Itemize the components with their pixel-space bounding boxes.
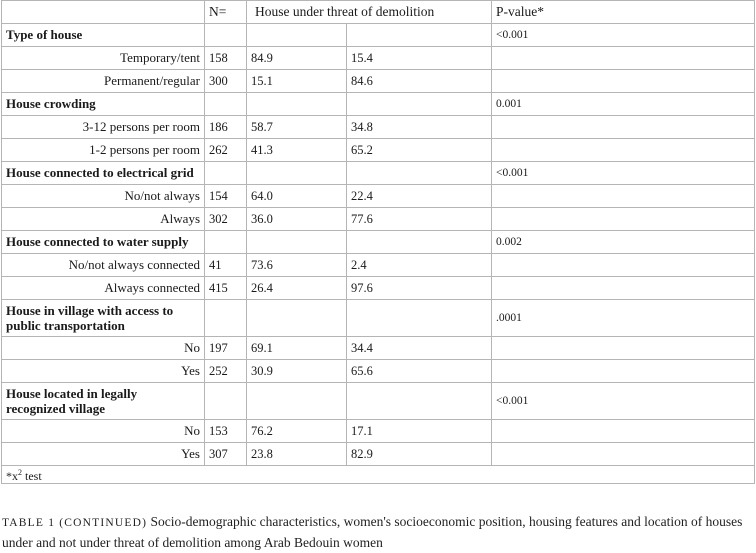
row-label: Permanent/regular xyxy=(2,70,205,93)
p-value: .0001 xyxy=(492,300,755,337)
n-cell: 186 xyxy=(205,116,247,139)
caption-label: TABLE 1 (CONTINUED) xyxy=(2,517,148,529)
p-value: <0.001 xyxy=(492,24,755,47)
section-title: House located in legally recognized village xyxy=(2,383,205,420)
no-threat-cell: 97.6 xyxy=(347,277,492,300)
section-title: House in village with access to public transportation xyxy=(2,300,205,337)
section-title: House connected to water supply xyxy=(2,231,205,254)
section-row xyxy=(2,231,755,254)
threat-cell: 84.9 xyxy=(247,47,347,70)
table-row xyxy=(2,360,755,383)
row-label: Temporary/tent xyxy=(2,47,205,70)
section-row xyxy=(2,383,755,420)
table-row xyxy=(2,254,755,277)
header-blank xyxy=(2,1,205,24)
threat-cell: 64.0 xyxy=(247,185,347,208)
n-cell: 158 xyxy=(205,47,247,70)
threat-cell: 73.6 xyxy=(247,254,347,277)
table-row xyxy=(2,47,755,70)
n-cell: 302 xyxy=(205,208,247,231)
table-row xyxy=(2,185,755,208)
table-row xyxy=(2,116,755,139)
row-label: No xyxy=(2,420,205,443)
n-cell: 415 xyxy=(205,277,247,300)
section-row xyxy=(2,300,755,337)
threat-cell: 58.7 xyxy=(247,116,347,139)
p-value: 0.001 xyxy=(492,93,755,116)
row-label: 1-2 persons per room xyxy=(2,139,205,162)
n-cell: 153 xyxy=(205,420,247,443)
table-row xyxy=(2,70,755,93)
table-caption xyxy=(2,512,752,553)
caption-text: Socio-demographic characteristics, women's socioeconomic position, housing features and location of houses under and not under threat of demolition among Arab Bedouin women xyxy=(2,514,743,550)
no-threat-cell: 2.4 xyxy=(347,254,492,277)
section-title: Type of house xyxy=(2,24,205,47)
row-label: No/not always connected xyxy=(2,254,205,277)
n-cell: 154 xyxy=(205,185,247,208)
no-threat-cell: 34.8 xyxy=(347,116,492,139)
no-threat-cell: 15.4 xyxy=(347,47,492,70)
no-threat-cell: 77.6 xyxy=(347,208,492,231)
table-row xyxy=(2,139,755,162)
header-row xyxy=(2,1,755,24)
section-title: House connected to electrical grid xyxy=(2,162,205,185)
threat-cell: 30.9 xyxy=(247,360,347,383)
section-row xyxy=(2,162,755,185)
no-threat-cell: 65.6 xyxy=(347,360,492,383)
no-threat-cell: 17.1 xyxy=(347,420,492,443)
row-label: No/not always xyxy=(2,185,205,208)
n-cell: 300 xyxy=(205,70,247,93)
row-label: 3-12 persons per room xyxy=(2,116,205,139)
threat-cell: 76.2 xyxy=(247,420,347,443)
row-label: Always connected xyxy=(2,277,205,300)
header-pvalue: P-value* xyxy=(492,1,755,24)
table-row xyxy=(2,337,755,360)
n-cell: 197 xyxy=(205,337,247,360)
row-label: No xyxy=(2,337,205,360)
footnote: $*x^2$ test xyxy=(2,466,755,484)
table-row xyxy=(2,277,755,300)
n-cell: 41 xyxy=(205,254,247,277)
data-table xyxy=(1,0,755,484)
no-threat-cell: 82.9 xyxy=(347,443,492,466)
header-threat: House under threat of demolition xyxy=(247,1,492,24)
p-value: <0.001 xyxy=(492,383,755,420)
threat-cell: 69.1 xyxy=(247,337,347,360)
no-threat-cell: 65.2 xyxy=(347,139,492,162)
threat-cell: 15.1 xyxy=(247,70,347,93)
no-threat-cell: 84.6 xyxy=(347,70,492,93)
section-row xyxy=(2,24,755,47)
threat-cell: 23.8 xyxy=(247,443,347,466)
n-cell: 262 xyxy=(205,139,247,162)
section-title: House crowding xyxy=(2,93,205,116)
footnote-row xyxy=(2,466,755,484)
threat-cell: 26.4 xyxy=(247,277,347,300)
table-row xyxy=(2,208,755,231)
header-n: N= xyxy=(205,1,247,24)
row-label: Yes xyxy=(2,360,205,383)
p-value: 0.002 xyxy=(492,231,755,254)
table-row xyxy=(2,443,755,466)
p-value: <0.001 xyxy=(492,162,755,185)
row-label: Always xyxy=(2,208,205,231)
table-row xyxy=(2,420,755,443)
threat-cell: 36.0 xyxy=(247,208,347,231)
threat-cell: 41.3 xyxy=(247,139,347,162)
no-threat-cell: 34.4 xyxy=(347,337,492,360)
section-row xyxy=(2,93,755,116)
row-label: Yes xyxy=(2,443,205,466)
n-cell: 307 xyxy=(205,443,247,466)
no-threat-cell: 22.4 xyxy=(347,185,492,208)
n-cell: 252 xyxy=(205,360,247,383)
